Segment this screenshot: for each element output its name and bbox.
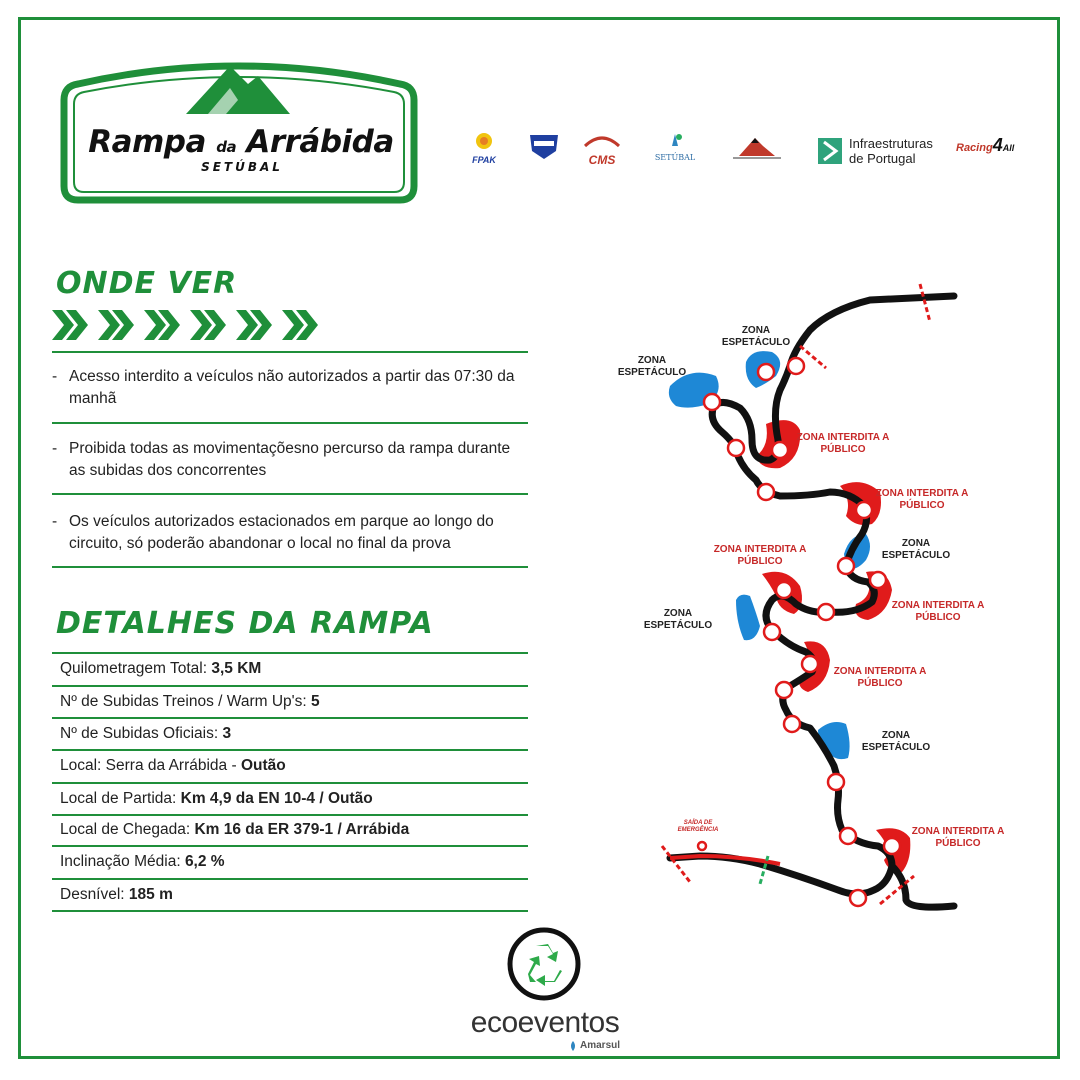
info-item: - Os veículos autorizados estacionados em parque ao longo do circuito, só poderão abandonar o local no final da prova: [52, 513, 494, 552]
detail-row: Local de Chegada: Km 16 da ER 379-1 / Arrábida: [60, 821, 410, 838]
racing4all-logo: Racing4All: [956, 135, 1015, 155]
divider: [52, 910, 528, 912]
map-label-restricted: ZONA INTERDITA A PÚBLICO: [875, 488, 969, 511]
infraestruturas-icon: [816, 136, 844, 166]
divider: [52, 422, 528, 424]
map-label-restricted: ZONA INTERDITA A PÚBLICO: [713, 544, 807, 567]
map-label-spectator: ZONA ESPETÁCULO: [881, 538, 951, 561]
map-label-restricted: ZONA INTERDITA A PÚBLICO: [796, 432, 890, 455]
recycle-icon: [506, 926, 582, 1002]
map-label-emergency-exit: SAÍDA DE EMERGÊNCIA: [677, 820, 719, 833]
chevron-arrows-icon: [52, 308, 322, 342]
divider: [52, 566, 528, 568]
detalhes-heading: DETALHES DA RAMPA: [56, 606, 434, 641]
map-label-spectator: ZONA ESPETÁCULO: [617, 355, 687, 378]
divider: [52, 493, 528, 495]
detail-row: Desnível: 185 m: [60, 886, 173, 903]
onde-ver-heading: ONDE VER: [56, 266, 238, 301]
setubal-logo: SETÚBAL: [652, 132, 698, 162]
cms-logo: CMS: [581, 134, 623, 167]
map-label-restricted: ZONA INTERDITA A PÚBLICO: [891, 600, 985, 623]
event-title: Rampa da Arrábida: [88, 124, 394, 160]
detail-row: Local de Partida: Km 4,9 da EN 10-4 / Outão: [60, 790, 373, 807]
amarsul-icon: [568, 1040, 578, 1052]
info-item: - Proibida todas as movimentaçõesno percurso da rampa durante as subidas dos concorrentes: [52, 440, 511, 479]
ecoeventos-logo: ecoeventos: [470, 1006, 620, 1039]
fpak-logo: FPAK: [468, 132, 500, 165]
detail-row: Inclinação Média: 6,2 %: [60, 853, 225, 870]
amarsul-logo: Amarsul: [580, 1040, 621, 1051]
map-label-restricted: ZONA INTERDITA A PÚBLICO: [833, 666, 927, 689]
divider: [52, 351, 528, 353]
map-label-spectator: ZONA ESPETÁCULO: [643, 608, 713, 631]
mountain-club-logo: [727, 134, 787, 165]
map-label-spectator: ZONA ESPETÁCULO: [861, 730, 931, 753]
fpak-shield-logo: [526, 133, 562, 166]
map-label-restricted: ZONA INTERDITA A PÚBLICO: [911, 826, 1005, 849]
infraestruturas-logo: Infraestruturas de Portugal: [849, 136, 933, 166]
detail-row: Nº de Subidas Oficiais: 3: [60, 725, 232, 742]
info-item: - Acesso interdito a veículos não autorizados a partir das 07:30 da manhã: [52, 368, 515, 407]
detail-row: Nº de Subidas Treinos / Warm Up's: 5: [60, 693, 320, 710]
detail-row: Quilometragem Total: 3,5 KM: [60, 660, 262, 677]
detail-row: Local: Serra da Arrábida - Outão: [60, 757, 286, 774]
event-subtitle: SETÚBAL: [201, 160, 283, 174]
map-label-spectator: ZONA ESPETÁCULO: [721, 325, 791, 348]
